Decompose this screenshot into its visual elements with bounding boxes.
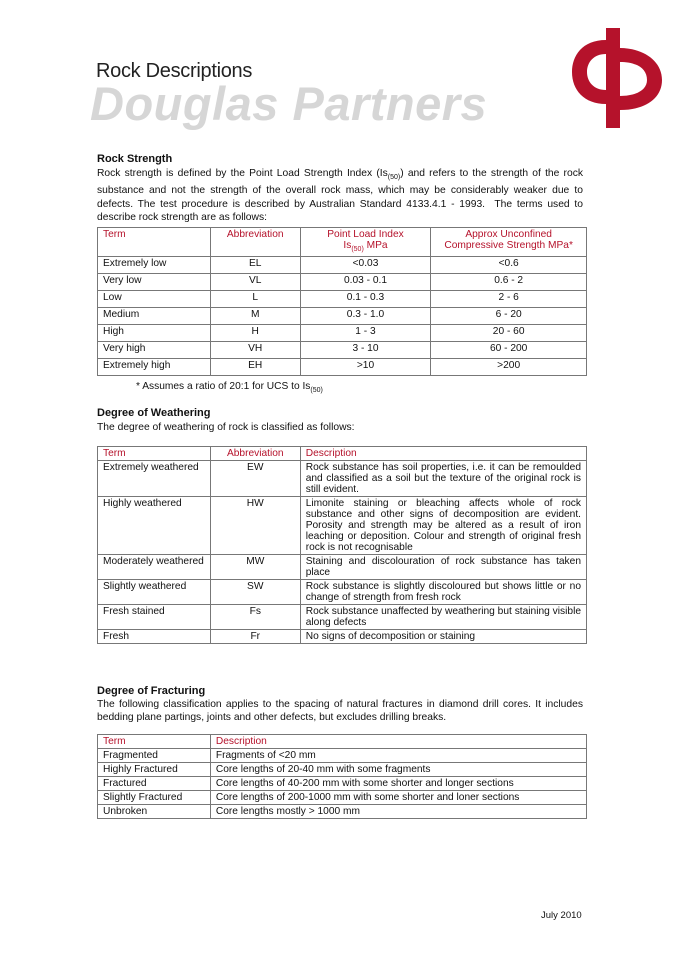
cell-ucs: 20 - 60 [431, 325, 587, 342]
table-row [98, 497, 587, 555]
ucs-ratio-note: * Assumes a ratio of 20:1 for UCS to $Is_{(50)}$ [136, 381, 323, 395]
table-row [98, 274, 587, 291]
cell-abbr: VH [210, 342, 300, 359]
cell-term: Slightly Fractured [98, 791, 211, 805]
table-row [98, 555, 587, 580]
fracturing-heading: Degree of Fracturing [97, 685, 206, 697]
cell-abbr: Fr [210, 630, 300, 644]
rock-strength-intro: Rock strength is defined by the Point Load Strength Index $(Is_{(50)})$ and refers to the strength of the rock substance and not the strength of the overall rock mass, which may be considerably weaker due to defects. The test procedure is described by Australian Standard 4133.4.1 - 1993. The terms used to describe rock strength are as follows: [97, 168, 584, 224]
table-row [98, 763, 587, 777]
cell-term: Highly weathered [98, 497, 211, 555]
col-abbreviation: Abbreviation [210, 447, 300, 461]
cell-point-load: 1 - 3 [300, 325, 431, 342]
cell-ucs: 0.6 - 2 [431, 274, 587, 291]
table-row [98, 461, 587, 497]
brand-watermark: Douglas Partners [90, 77, 488, 130]
cell-term: Moderately weathered [98, 555, 211, 580]
cell-abbr: MW [210, 555, 300, 580]
cell-description: Core lengths of 40-200 mm with some shorter and longer sections [210, 777, 586, 791]
col-abbreviation: Abbreviation [210, 228, 300, 257]
col-description: Description [210, 735, 586, 749]
cell-term: Extremely low [98, 257, 211, 274]
rock-strength-heading: Rock Strength [97, 153, 173, 165]
col-point-load: Point Load Index $Is_{(50)}$ MPa [300, 228, 431, 257]
cell-term: Fragmented [98, 749, 211, 763]
cell-description: No signs of decomposition or staining [300, 630, 586, 644]
cell-ucs: >200 [431, 359, 587, 376]
cell-ucs: <0.6 [431, 257, 587, 274]
cell-description: Core lengths of 20-40 mm with some fragments [210, 763, 586, 777]
cell-abbr: SW [210, 580, 300, 605]
cell-description: Core lengths of 200-1000 mm with some shorter and loner sections [210, 791, 586, 805]
col-term: Term [98, 735, 211, 749]
cell-abbr: L [210, 291, 300, 308]
cell-abbr: VL [210, 274, 300, 291]
cell-term: Slightly weathered [98, 580, 211, 605]
cell-ucs: 6 - 20 [431, 308, 587, 325]
weathering-table [97, 446, 587, 644]
cell-point-load: 0.03 - 0.1 [300, 274, 431, 291]
table-row [98, 791, 587, 805]
document-title: Rock Descriptions [96, 60, 253, 82]
footer-date: July 2010 [541, 910, 582, 921]
table-row [98, 749, 587, 763]
cell-abbr: EL [210, 257, 300, 274]
cell-term: Fresh [98, 630, 211, 644]
table-row [98, 325, 587, 342]
table-row [98, 805, 587, 819]
cell-term: Fractured [98, 777, 211, 791]
weathering-heading: Degree of Weathering [97, 407, 211, 419]
weathering-intro: The degree of weathering of rock is classified as follows: [97, 422, 355, 433]
cell-abbr: EW [210, 461, 300, 497]
cell-description: Rock substance has soil properties, i.e. it can be remoulded and classified as a soil but the texture of the original rock is still evident. [300, 461, 586, 497]
cell-description: Fragments of <20 mm [210, 749, 586, 763]
cell-abbr: EH [210, 359, 300, 376]
col-ucs: Approx Unconfined Compressive Strength MPa* [431, 228, 587, 257]
table-row [98, 777, 587, 791]
table-row [98, 291, 587, 308]
cell-point-load: >10 [300, 359, 431, 376]
cell-abbr: H [210, 325, 300, 342]
cell-term: Unbroken [98, 805, 211, 819]
table-row [98, 257, 587, 274]
cell-description: Limonite staining or bleaching affects whole of rock substance and other signs of decomposition are evident. Porosity and strength may be altered as a result of iron leaching or deposition. Colour and strength of original fresh rock is not recognisable [300, 497, 586, 555]
table-row [98, 580, 587, 605]
cell-point-load: 0.3 - 1.0 [300, 308, 431, 325]
dp-logo-icon [568, 26, 666, 130]
table-row [98, 308, 587, 325]
cell-term: Very high [98, 342, 211, 359]
table-row [98, 359, 587, 376]
cell-description: Core lengths mostly > 1000 mm [210, 805, 586, 819]
cell-point-load: 3 - 10 [300, 342, 431, 359]
fracturing-table [97, 734, 587, 819]
cell-description: Rock substance unaffected by weathering but staining visible along defects [300, 605, 586, 630]
col-term: Term [98, 447, 211, 461]
cell-abbr: Fs [210, 605, 300, 630]
cell-term: Extremely high [98, 359, 211, 376]
cell-point-load: 0.1 - 0.3 [300, 291, 431, 308]
col-term: Term [98, 228, 211, 257]
cell-point-load: <0.03 [300, 257, 431, 274]
cell-term: Highly Fractured [98, 763, 211, 777]
cell-abbr: HW [210, 497, 300, 555]
fracturing-intro: The following classification applies to the spacing of natural fractures in diamond drill cores. It includes bedding plane partings, joints and other defects, but excludes drilling breaks. [97, 699, 583, 724]
cell-description: Rock substance is slightly discoloured but shows little or no change of strength from fresh rock [300, 580, 586, 605]
cell-ucs: 60 - 200 [431, 342, 587, 359]
cell-term: High [98, 325, 211, 342]
cell-description: Staining and discolouration of rock substance has taken place [300, 555, 586, 580]
cell-term: Low [98, 291, 211, 308]
rock-strength-table [97, 227, 587, 376]
cell-term: Fresh stained [98, 605, 211, 630]
cell-term: Extremely weathered [98, 461, 211, 497]
cell-term: Medium [98, 308, 211, 325]
cell-term: Very low [98, 274, 211, 291]
table-row [98, 605, 587, 630]
strength-rows [98, 257, 587, 376]
cell-ucs: 2 - 6 [431, 291, 587, 308]
table-row [98, 342, 587, 359]
table-row [98, 630, 587, 644]
cell-abbr: M [210, 308, 300, 325]
col-description: Description [300, 447, 586, 461]
